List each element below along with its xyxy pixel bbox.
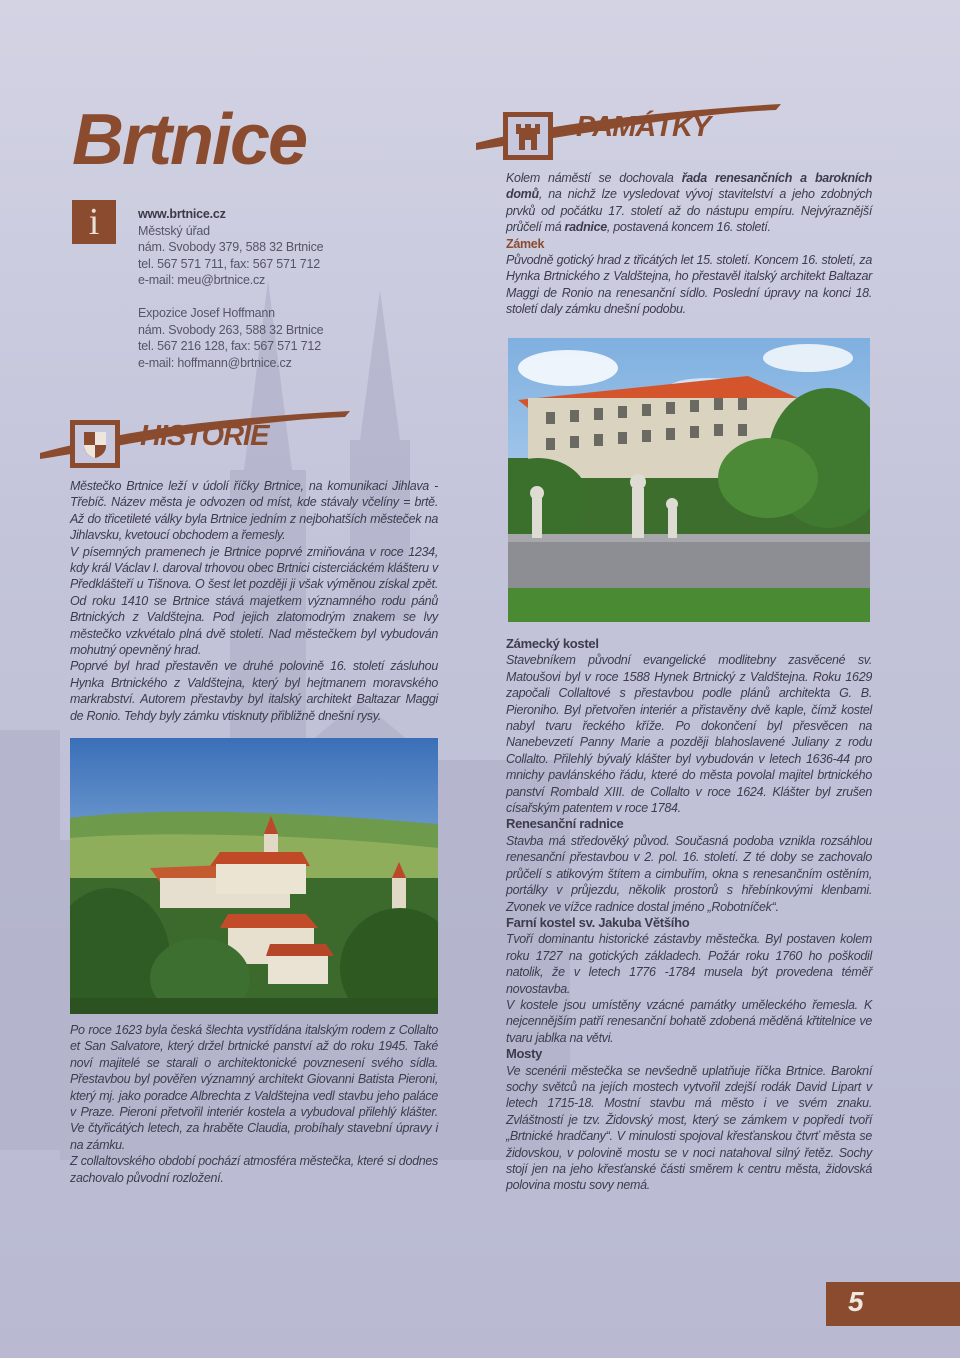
farni-kostel-heading: Farní kostel sv. Jakuba Většího bbox=[506, 914, 690, 930]
coat-of-arms-icon bbox=[70, 420, 120, 468]
historie-text-continued bbox=[70, 1022, 438, 1186]
contact-line: tel. 567 571 711, fax: 567 571 712 bbox=[138, 256, 321, 271]
historie-paragraph: V písemných pramenech je Brtnice poprvé zmiňována v roce 1234, kdy král Václav I. daroval trhovou obec Brtnici cisterciáckém klášteru v Předklášteří u Tišnova. O šest let později ji však výměnou získal zpět. Od roku 1410 se Brtnice stává majetkem významného rodu pánů Brtnických z Valdštejna. Pod jejich zlatomodrým znakem se lvy městečko vzkvétalo plná dvě století. Nad městečkem byl vybudován mohutný opevněný hrad. bbox=[70, 544, 438, 658]
zamek-heading: Zámek bbox=[506, 236, 545, 251]
castle-bridge-photo bbox=[508, 338, 870, 622]
text-run-bold: řada renesančních a barokních domů bbox=[506, 171, 872, 202]
contact-line: Městský úřad bbox=[138, 223, 210, 238]
contact-line: tel. 567 216 128, fax: 567 571 712 bbox=[138, 339, 321, 353]
farni-kostel-text: V kostele jsou umístěny vzácné památky uměleckého řemesla. K nejcennějším patří renesanční bohatě zdobená měděná křtitelnice ve tvaru jablka na větvi. bbox=[506, 997, 872, 1045]
historie-heading: HISTORIE bbox=[140, 420, 269, 452]
historie-paragraph: Poprvé byl hrad přestavěn ve druhé polovině 16. století zásluhou Hynka Brtnického z Valdštejna, který byl hejtmanem moravského markrabství. Autorem přestavby byl italský architekt Baltazar Maggi de Ronio. Tehdy byly zámku vtisknuty přibližně dnešní rysy. bbox=[70, 659, 438, 723]
pamatky-intro-paragraph bbox=[506, 170, 872, 236]
castle-tower-icon bbox=[503, 112, 553, 160]
historie-paragraph: Po roce 1623 byla česká šlechta vystřídána italským rodem z Collalto et San Salvatore, který držel brtnické panství až do roku 1945. Také noví majitelé se starali o architektonické povznesení svého sídla. Přestavbou byl pověřen významný architekt Giovanni Batista Pieroni, který mj. jako poradce Albrechta z Valdštejna vedl stavbu jeho paláce v Praze. Pieroni přetvořil interiér kostela a vybudoval přilehlý klášter. Ve čtyřicátých letech, za hraběte Claudia, probíhaly stavební úpravy i na zámku. bbox=[70, 1023, 438, 1152]
town-panorama-photo bbox=[70, 738, 438, 1014]
mosty-text: Ve scenérii městečka se nevšedně uplatňuje říčka Brtnice. Barokní sochy světců na jejích mostech vytvořil zdejší rodák David Lipart v letech 1715-18. Mostní stavbu má město i ve svém znaku. Zvláštností je tzv. Židovský most, který se zámkem v popředí tvoří „Brtnické hradčany“. V minulosti spojoval křesťanskou čtvrť města se židovskou, v polovině mostu se v noci natahoval silný řetěz. Sochy stojí jen na jeho křesťanské části směrem k centru města, židovská polovina mostu sovy nemá. bbox=[506, 1063, 872, 1193]
info-icon: i bbox=[88, 201, 100, 243]
website-link[interactable]: www.brtnice.cz bbox=[138, 207, 226, 221]
pamatky-heading: PAMÁTKY bbox=[576, 111, 711, 143]
page-title: Brtnice bbox=[72, 100, 307, 180]
page-number: 5 bbox=[848, 1286, 864, 1317]
contact-line: Expozice Josef Hoffmann bbox=[138, 306, 275, 320]
text-run: Kolem náměstí se dochovala bbox=[506, 171, 682, 185]
pamatky-intro bbox=[506, 170, 872, 318]
text-run: , na nichž lze vysledovat vývoj stavitelství a jeho zdobných prvků od počátku 17. století až do nástupu empíru. Nejvýraznější průčelí má bbox=[506, 187, 872, 235]
radnice-text: Stavba má středověký původ. Současná podoba vznikla rozsáhlou renesanční přestavbou v 2. pol. 16. století. Z té doby se zachovalo průčelí s atikovým štítem a cimbuřím, okna s renesančním ostěním, portálky v průjezdu, několik prostorů s hřebínkovými klenbami. Zvonek ve vížce radnice dostal jméno „Robotníček“. bbox=[506, 833, 872, 914]
historie-text bbox=[70, 478, 438, 724]
radnice-heading: Renesanční radnice bbox=[506, 816, 624, 832]
text-run-bold: radnice bbox=[564, 220, 607, 235]
mosty-heading: Mosty bbox=[506, 1046, 543, 1062]
email-link[interactable]: e-mail: meu@brtnice.cz bbox=[138, 273, 266, 287]
kostel-heading: Zámecký kostel bbox=[506, 636, 599, 651]
contact-spacer bbox=[138, 289, 323, 306]
historie-paragraph: Městečko Brtnice leží v údolí říčky Brtnice, na komunikaci Jihlava - Třebíč. Název města je odvozen od míst, kde stávaly včelíny = brtě. Až do třicetileté války byla Brtnice jedním z nejbohatších městeček na Jihlavsku, kvetoucí obchodem a řemesly. bbox=[70, 479, 438, 543]
text-run: , postavená koncem 16. století. bbox=[606, 220, 771, 235]
historie-paragraph: Z collaltovského období pochází atmosféra městečka, které si dodnes zachovalo původní rozložení. bbox=[70, 1154, 438, 1185]
info-badge bbox=[72, 200, 116, 244]
kostel-text: Stavebníkem původní evangelické modlitebny zasvěcené sv. Matoušovi byl v roce 1588 Hynek Brtnický z Valdštejna. Roku 1629 započali Collaltové s přestavbou podle plánů architekta G. B. Pieroniho. Byl přetvořen interiér a přistavěny dvě kaple, čímž kostel nabyl tvaru řeckého kříže. Po dokončení byl přesvěcen na Nanebevzetí Panny Marie a později blahoslavené Juliany z rodu Collalto. Přilehlý bývalý klášter byl vybudován v letech 1636-44 pro mnichy pavlánského řádu, které do města povolal majitel brtnického panství Rombald XIII. de Collalto v roce 1624. Klášter byl zrušen císařským patentem v roce 1784. bbox=[506, 653, 872, 816]
page-number-bar bbox=[826, 1282, 960, 1326]
contact-info bbox=[138, 206, 323, 371]
farni-kostel-text: Tvoří dominantu historické zástavby městečka. Byl postaven kolem roku 1727 na gotických základech. Požár roku 1760 ho poškodil natolik, že v letech 1776 -1784 musela být provedena téměř novostavba. bbox=[506, 932, 872, 996]
pamatky-details bbox=[506, 636, 872, 1194]
contact-line: nám. Svobody 263, 588 32 Brtnice bbox=[138, 322, 324, 337]
email-link[interactable]: e-mail: hoffmann@brtnice.cz bbox=[138, 355, 292, 370]
zamek-text: Původně gotický hrad z třicátých let 15. století. Koncem 16. století, za Hynka Brtnického z Valdštejna, ho přestavěl italský architekt Baltazar Maggi de Ronio na renesanční sídlo. Poslední úpravy na konci 18. století daly zámku dnešní podobu. bbox=[506, 253, 872, 317]
contact-line: nám. Svobody 379, 588 32 Brtnice bbox=[138, 240, 324, 254]
